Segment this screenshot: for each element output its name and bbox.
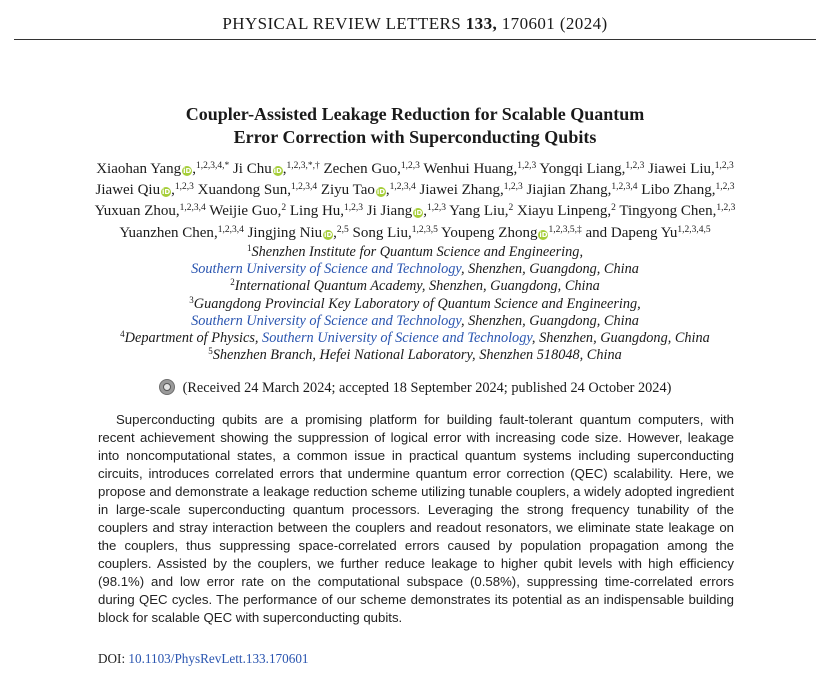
article-number: 170601 — [501, 14, 556, 33]
author-affiliation-marks: 1,2,3,4 — [290, 182, 318, 193]
author: Yuanzhen Chen,$^{1,2,3,4}$ — [119, 224, 244, 241]
affiliation-line — [30, 261, 800, 278]
author-name: Xiaohan Yang — [96, 161, 182, 177]
header-rule — [14, 39, 816, 40]
author-name: Xuandong Sun — [197, 182, 288, 199]
affiliation-list — [30, 244, 800, 364]
affiliation-line — [30, 330, 800, 347]
author-affiliation-marks: 1,2,3,*,† — [286, 161, 320, 171]
affiliation-number: 3 — [189, 294, 194, 305]
author-name: Yuanzhen Chen — [119, 224, 214, 241]
orcid-icon[interactable]: iD — [162, 188, 171, 197]
author-name: Tingyong Chen — [619, 203, 713, 220]
author-affiliation-marks: 1,2,3 — [400, 161, 420, 171]
paper-title — [60, 103, 770, 149]
author-name: Jiawei Qiu — [95, 182, 161, 199]
author-affiliation-marks: 1,2,3,5 — [411, 224, 438, 235]
author-name: Song Liu — [352, 224, 408, 241]
orcid-icon[interactable]: iD — [183, 167, 192, 175]
affiliation-text: Shenzhen Institute for Quantum Science and Engineering, — [251, 244, 584, 260]
author-affiliation-marks: 2,5 — [336, 224, 349, 235]
author: Ji Jiang iD,$^{1,2,3}$ — [366, 203, 446, 220]
author-affiliation-marks: 1,2,3 — [174, 182, 194, 193]
author-name: Libo Zhang — [641, 182, 712, 199]
affiliation-text: , Shenzhen, Guangdong, China — [460, 261, 639, 278]
author: Wenhui Huang,$^{1,2,3}$ — [423, 161, 537, 177]
affiliation-link[interactable]: Southern University of Science and Technology — [262, 330, 532, 347]
author: Jiawei Qiu iD,$^{1,2,3}$ — [95, 182, 194, 199]
author-list — [30, 159, 800, 244]
affiliation-line — [30, 313, 800, 330]
author: Song Liu,$^{1,2,3,5}$ — [352, 224, 438, 241]
affiliation-text: , Shenzhen, Guangdong, China — [460, 312, 639, 329]
affiliation-text: Shenzhen Branch, Hefei National Laboratory, Shenzhen 518048, China — [212, 347, 622, 364]
author-affiliation-marks: 1,2,3,4 — [179, 203, 206, 214]
author-name: Xiayu Linpeng — [516, 203, 608, 220]
affiliation-number: 5 — [208, 346, 213, 357]
author-name: Ji Jiang — [366, 203, 413, 220]
doi-link[interactable]: 10.1103/PhysRevLett.133.170601 — [128, 651, 309, 666]
affiliation-text: International Quantum Academy, Shenzhen, Guangdong, China — [234, 278, 600, 295]
affiliation-text: Department of Physics, — [124, 330, 263, 347]
author-name: Yang Liu — [449, 203, 505, 220]
author: Weijie Guo,$^2$ — [209, 203, 287, 220]
author-affiliation-marks: 1,2,3 — [503, 182, 523, 193]
author-affiliation-marks: 1,2,3,4 — [611, 182, 638, 193]
author-name: Jiajian Zhang — [526, 182, 608, 199]
author-affiliation-marks: 1,2,3 — [716, 203, 736, 214]
affiliation-link[interactable]: Southern University of Science and Technology — [191, 261, 461, 278]
affiliation-number: 2 — [230, 277, 235, 288]
journal-name: PHYSICAL REVIEW LETTERS — [222, 14, 462, 33]
author-name: Weijie Guo — [209, 203, 278, 220]
author-affiliation-marks: 1,2,3 — [517, 161, 537, 171]
author: Yongqi Liang,$^{1,2,3}$ — [539, 161, 645, 177]
author: Xuandong Sun,$^{1,2,3,4}$ — [197, 182, 318, 199]
author-affiliation-marks: 2 — [611, 203, 616, 214]
affiliation-text: Guangdong Provincial Key Laboratory of Quantum Science and Engineering, — [193, 295, 641, 312]
author-affiliation-marks: 1,2,3,4 — [217, 224, 244, 235]
doi-label: DOI: — [98, 651, 126, 666]
orcid-icon[interactable]: iD — [414, 209, 423, 218]
author-name: Yongqi Liang — [539, 161, 622, 177]
author-name: Ling Hu — [289, 203, 341, 220]
author-name: Jingjing Niu — [247, 224, 323, 241]
author: Tingyong Chen,$^{1,2,3}$ — [619, 203, 736, 220]
author-affiliation-marks: 1,2,3 — [714, 161, 734, 171]
orcid-icon[interactable]: iD — [539, 230, 548, 239]
author-name: Youpeng Zhong — [441, 224, 538, 241]
author: Yuxuan Zhou,$^{1,2,3,4}$ — [94, 203, 206, 220]
author-name: Zechen Guo — [323, 161, 398, 177]
author-affiliation-marks: 1,2,3,5,‡ — [548, 224, 582, 235]
received-dates — [30, 379, 800, 397]
author: Jiawei Zhang,$^{1,2,3}$ — [419, 182, 523, 199]
author: Ziyu Tao iD,$^{1,2,3,4}$ — [320, 182, 416, 199]
affiliation-link[interactable]: Southern University of Science and Technology — [191, 312, 461, 329]
author-affiliation-marks: 2 — [281, 203, 287, 214]
author: Xiaohan Yang iD,$^{1,2,3,4,*}$ — [96, 161, 230, 177]
affiliation-line — [30, 244, 800, 261]
affiliation-line — [30, 278, 800, 295]
author: Jiawei Liu,$^{1,2,3}$ — [648, 161, 734, 177]
orcid-icon[interactable]: iD — [273, 167, 282, 175]
journal-header — [14, 14, 816, 34]
author-affiliation-marks: 1,2,3,4,5 — [677, 224, 711, 235]
title-line: Coupler-Assisted Leakage Reduction for Scalable Quantum — [185, 104, 645, 124]
author-affiliation-marks: 1,2,3 — [344, 203, 364, 214]
author-name: and Dapeng Yu — [585, 224, 678, 241]
affiliation-line — [30, 296, 800, 313]
orcid-icon[interactable]: iD — [376, 188, 386, 197]
title-line: Error Correction with Superconducting Qubits — [233, 127, 597, 147]
journal-year: (2024) — [559, 14, 608, 33]
author: Ling Hu,$^{1,2,3}$ — [289, 203, 364, 220]
affiliation-number: 4 — [120, 329, 125, 340]
author — [585, 225, 710, 241]
author — [441, 225, 582, 241]
author-affiliation-marks: 2 — [508, 203, 514, 214]
author: Ji Chu iD,$^{1,2,3,*,\dagger}$ — [232, 161, 320, 177]
affiliation-line — [30, 347, 800, 364]
doi-line — [98, 651, 309, 667]
author-affiliation-marks: 1,2,3 — [715, 182, 735, 193]
author-name: Ji Chu — [232, 161, 272, 177]
author-affiliation-marks: 1,2,3 — [625, 161, 645, 171]
author-affiliation-marks: 1,2,3,4,* — [195, 161, 230, 171]
author-name: Yuxuan Zhou — [94, 203, 176, 220]
author: Jingjing Niu iD,$^{2,5}$ — [247, 224, 349, 241]
author-affiliation-marks: 1,2,3 — [426, 203, 446, 214]
author: Jiajian Zhang,$^{1,2,3,4}$ — [526, 182, 638, 199]
author: Zechen Guo,$^{1,2,3}$ — [323, 161, 420, 177]
affiliation-number: 1 — [246, 243, 252, 253]
author: Yang Liu,$^2$ — [449, 203, 514, 220]
author: Xiayu Linpeng,$^2$ — [516, 203, 616, 220]
journal-volume: 133, — [465, 14, 498, 33]
author-name: Ziyu Tao — [320, 182, 375, 199]
check-for-updates-icon[interactable] — [159, 379, 175, 395]
received-text: (Received 24 March 2024; accepted 18 September 2024; published 24 October 2024) — [182, 380, 672, 396]
author-name: Jiawei Liu — [648, 161, 712, 177]
affiliation-text: , Shenzhen, Guangdong, China — [531, 330, 710, 347]
author: Libo Zhang,$^{1,2,3}$ — [641, 182, 735, 199]
orcid-icon[interactable]: iD — [324, 230, 333, 239]
author-affiliation-marks: 1,2,3,4 — [389, 182, 416, 193]
author-name: Jiawei Zhang — [419, 182, 500, 199]
author-name: Wenhui Huang — [423, 161, 514, 177]
abstract: Superconducting qubits are a promising platform for building fault-tolerant quantum computers, with recent achievement showing the suppression of logical error with increasing code size. However, leakage into noncomputational states, a common issue in practical quantum systems including superconducting circuits, introduces correlated errors that undermine quantum error correction (QEC) scalability. Here, we propose and demonstrate a leakage reduction scheme utilizing tunable couplers, a widely adopted ingredient in large-scale superconducting quantum processors. Leveraging the strong frequency tunability of the couplers and stray interaction between the couplers and readout resonators, we eliminate state leakage on the couplers, thus suppressing space-correlated errors caused by population propagation among the couplers. Assisted by the couplers, we further reduce leakage to higher qubit levels with high efficiency (98.1%) and low error rate on the computational subspace (0.58%), suppressing time-correlated errors during QEC cycles. The performance of our scheme demonstrates its potential as an indispensable building block for scalable QEC with superconducting qubits. — [98, 412, 734, 625]
